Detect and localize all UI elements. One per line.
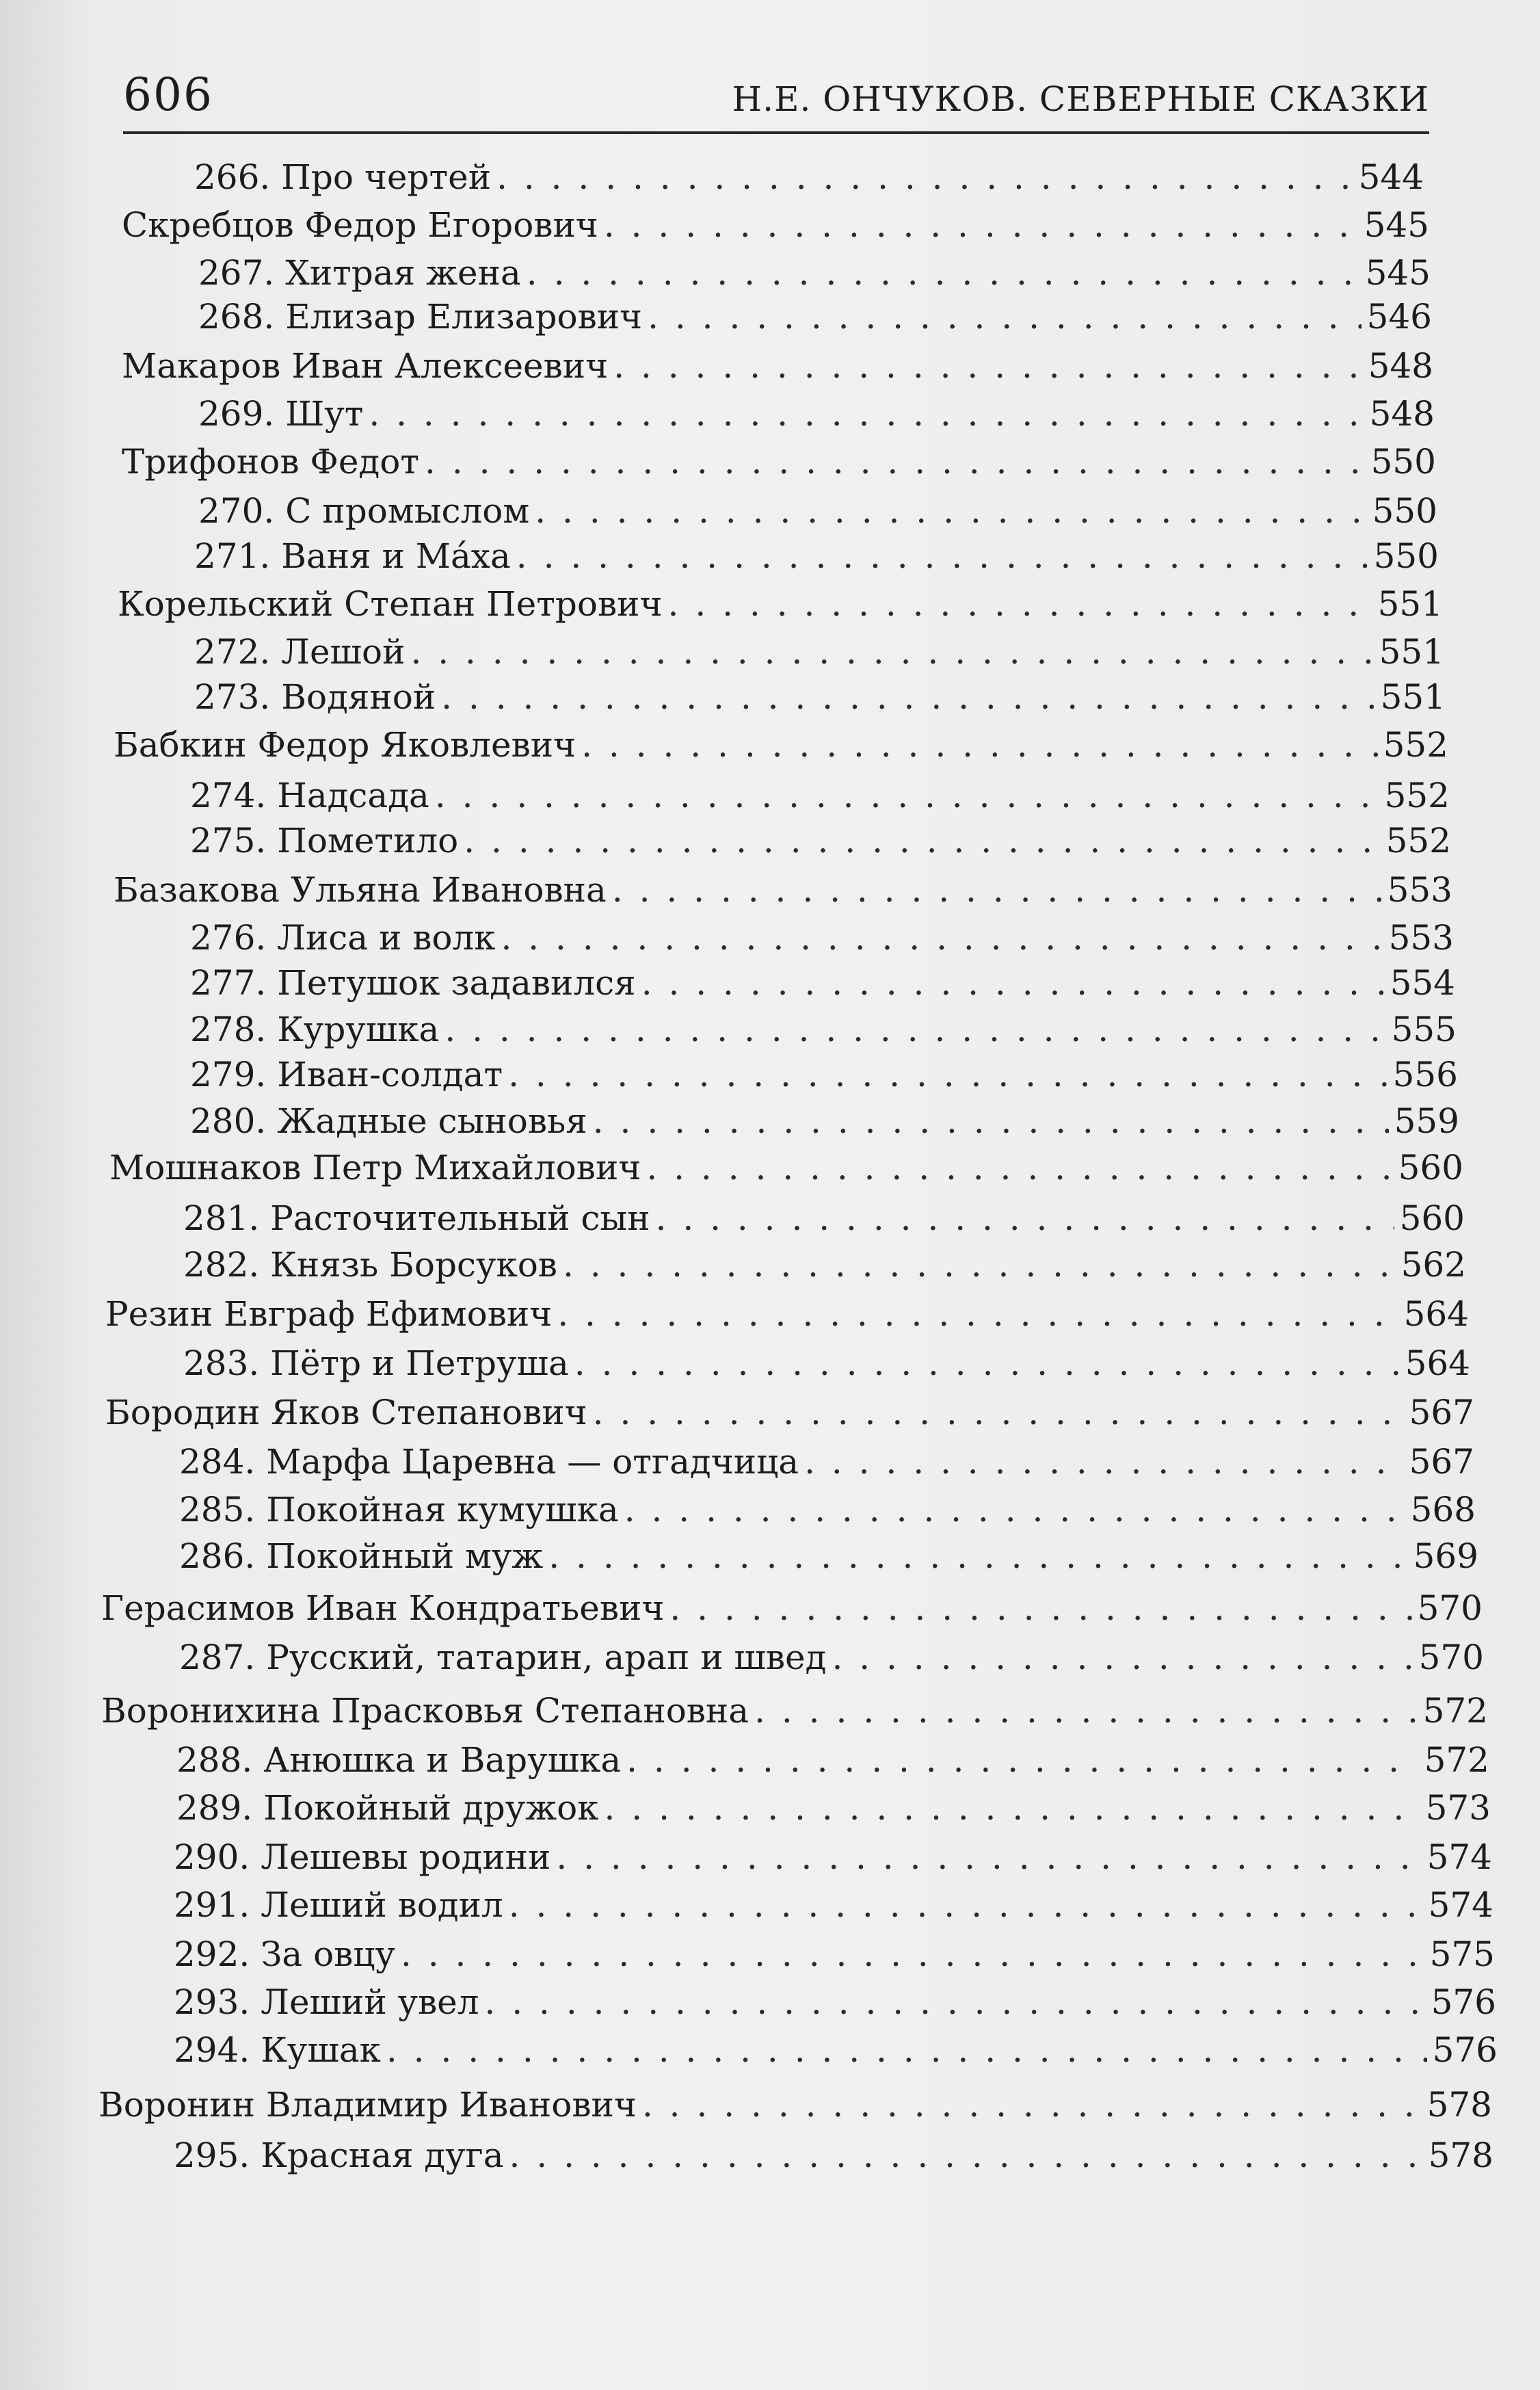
toc-entry-page-number: 552: [1383, 725, 1448, 765]
toc-entry-page-number: 560: [1399, 1198, 1465, 1238]
toc-entry-title: 281. Расточительный сын: [183, 1198, 650, 1238]
dot-leader: [556, 1836, 1421, 1878]
toc-entry-page-number: 546: [1366, 297, 1432, 337]
dot-leader: [508, 1053, 1387, 1096]
toc-entry-page-number: 568: [1410, 1490, 1476, 1529]
toc-entry-page-number: 548: [1369, 394, 1435, 434]
toc-entry: [190, 1008, 1457, 1051]
toc-entry-page-number: 550: [1372, 491, 1437, 531]
toc-entry-title: 287. Русский, татарин, арап и швед: [179, 1638, 827, 1677]
toc-entry-title: Воронихина Прасковья Степановна: [101, 1691, 749, 1731]
dot-leader: [444, 1008, 1385, 1051]
toc-entry-page-number: 575: [1429, 1934, 1495, 1974]
toc-entry: [122, 204, 1429, 246]
toc-entry: [190, 962, 1455, 1004]
toc-entry: [183, 1342, 1470, 1384]
dot-leader: [605, 1787, 1420, 1829]
running-title: Н.Е. ОНЧУКОВ. СЕВЕРНЫЕ СКАЗКИ: [732, 79, 1429, 119]
toc-entry-page-number: 574: [1426, 1837, 1492, 1877]
toc-entry-title: 289. Покойный дружок: [176, 1788, 599, 1828]
dot-leader: [425, 441, 1366, 483]
header-rule: [123, 131, 1429, 134]
toc-entry: [105, 1391, 1474, 1434]
toc-entry-page-number: 567: [1409, 1393, 1474, 1432]
toc-entry: [114, 724, 1448, 766]
toc-entry-title: Мошнаков Петр Михайлович: [109, 1148, 641, 1187]
dot-leader: [496, 156, 1353, 198]
toc-entry-title: 276. Лиса и волк: [190, 918, 496, 958]
toc-entry-title: 290. Лешевы родини: [174, 1837, 551, 1877]
toc-entry-page-number: 574: [1428, 1885, 1493, 1925]
toc-entry-title: 283. Пётр и Петруша: [183, 1343, 569, 1383]
dot-leader: [563, 1244, 1396, 1286]
toc-entry-title: Скребцов Федор Егорович: [122, 205, 598, 245]
toc-entry-title: Базакова Ульяна Ивановна: [114, 870, 607, 910]
toc-entry-page-number: 556: [1392, 1055, 1458, 1094]
dot-leader: [604, 204, 1359, 246]
toc-entry: [174, 1836, 1492, 1878]
toc-entry-page-number: 551: [1379, 632, 1444, 672]
dot-leader: [548, 1535, 1407, 1577]
dot-leader: [754, 1690, 1417, 1732]
toc-entry-title: 286. Покойный муж: [179, 1536, 544, 1576]
toc-entry: [105, 1293, 1469, 1335]
toc-entry-title: Герасимов Иван Кондратьевич: [101, 1588, 665, 1628]
toc-entry-page-number: 553: [1388, 918, 1454, 958]
toc-entry-title: 274. Надсада: [190, 776, 429, 815]
dot-leader: [613, 345, 1362, 387]
toc-entry-title: Резин Евграф Ефимович: [105, 1294, 553, 1334]
toc-entry-title: 288. Анюшка и Варушка: [176, 1740, 622, 1780]
dot-leader: [832, 1636, 1413, 1679]
toc-entry-page-number: 551: [1377, 584, 1443, 624]
toc-entry-page-number: 548: [1368, 346, 1433, 386]
toc-entry-page-number: 570: [1418, 1638, 1484, 1677]
toc-entry-page-number: 564: [1405, 1343, 1470, 1383]
toc-entry: [198, 490, 1437, 532]
toc-entry-title: 282. Князь Борсуков: [183, 1245, 557, 1285]
dot-leader: [646, 1146, 1392, 1189]
dot-leader: [668, 583, 1372, 625]
page-number: 606: [123, 68, 213, 121]
toc-entry: [190, 917, 1454, 959]
toc-entry: [179, 1488, 1476, 1531]
toc-entry-title: 273. Водяной: [194, 677, 436, 717]
toc-entry: [190, 819, 1451, 862]
dot-leader: [464, 819, 1380, 862]
toc-entry: [183, 1197, 1465, 1239]
dot-leader: [593, 1100, 1389, 1142]
dot-leader: [535, 490, 1366, 532]
toc-entry-page-number: 560: [1398, 1148, 1463, 1187]
toc-entry-page-number: 554: [1390, 963, 1455, 1003]
toc-entry-title: 291. Леший водил: [174, 1885, 503, 1925]
toc-entry-page-number: 572: [1424, 1740, 1489, 1780]
toc-entry-title: 269. Шут: [198, 394, 364, 434]
dot-leader: [369, 393, 1364, 435]
toc-entry-page-number: 544: [1358, 157, 1424, 197]
dot-leader: [574, 1342, 1400, 1384]
toc-entry-page-number: 555: [1391, 1010, 1457, 1049]
dot-leader: [410, 631, 1373, 673]
toc-entry-title: 284. Марфа Царевна — отгадчица: [179, 1442, 799, 1482]
toc-entry-title: 268. Елизар Елизарович: [198, 297, 643, 337]
toc-entry-title: 278. Курушка: [190, 1010, 440, 1049]
toc-entry: [179, 1636, 1484, 1679]
toc-entry-title: 295. Красная дуга: [174, 2136, 504, 2175]
toc-entry-page-number: 578: [1426, 2085, 1492, 2125]
toc-entry-page-number: 550: [1370, 442, 1436, 482]
toc-entry: [198, 393, 1435, 435]
dot-leader: [557, 1293, 1398, 1335]
toc-entry: [174, 2134, 1493, 2177]
toc-entry-title: 267. Хитрая жена: [198, 253, 521, 293]
dot-leader: [624, 1488, 1405, 1531]
dot-leader: [804, 1441, 1404, 1483]
toc-entry-page-number: 578: [1428, 2136, 1493, 2175]
dot-leader: [581, 724, 1377, 766]
dot-leader: [509, 2134, 1423, 2177]
dot-leader: [516, 535, 1368, 577]
toc-entry: [174, 2029, 1498, 2071]
toc-entry: [198, 296, 1432, 338]
toc-entry-title: Бабкин Федор Яковлевич: [114, 725, 576, 765]
dot-leader: [435, 774, 1379, 817]
toc-entry: [109, 1146, 1463, 1189]
dot-leader: [401, 1933, 1424, 1975]
toc-entry: [101, 1587, 1483, 1629]
toc-entry-title: 277. Петушок задавился: [190, 963, 636, 1003]
toc-entry: [176, 1739, 1489, 1781]
dot-leader: [612, 869, 1382, 911]
toc-entry-page-number: 545: [1365, 253, 1431, 293]
toc-entry: [176, 1787, 1491, 1829]
toc-entry: [101, 1690, 1488, 1732]
toc-entry-page-number: 553: [1387, 870, 1452, 910]
toc-entry-page-number: 576: [1432, 2030, 1498, 2070]
dot-leader: [669, 1587, 1411, 1629]
dot-leader: [501, 917, 1383, 959]
toc-entry: [122, 441, 1436, 483]
toc-entry-title: 280. Жадные сыновья: [190, 1101, 587, 1141]
dot-leader: [593, 1391, 1404, 1434]
toc-entry-page-number: 576: [1431, 1982, 1496, 2022]
toc-entry-title: 266. Про чертей: [194, 157, 492, 197]
dot-leader: [626, 1739, 1418, 1781]
dot-leader: [484, 1981, 1425, 2023]
toc-entry-page-number: 569: [1413, 1536, 1478, 1576]
toc-entry: [194, 676, 1446, 718]
toc-entry: [122, 345, 1433, 387]
toc-entry-page-number: 545: [1364, 205, 1429, 245]
toc-entry: [174, 1981, 1496, 2023]
toc-entry-title: 275. Пометило: [190, 821, 459, 861]
toc-entry-title: 270. С промыслом: [198, 491, 530, 531]
dot-leader: [441, 676, 1375, 718]
toc-entry-page-number: 570: [1417, 1588, 1483, 1628]
toc-entry: [179, 1535, 1478, 1577]
toc-entry-page-number: 552: [1385, 821, 1451, 861]
page-header: [123, 68, 1429, 130]
toc-entry-page-number: 550: [1373, 536, 1439, 576]
toc-entry-page-number: 551: [1380, 677, 1446, 717]
toc-entry: [198, 252, 1431, 294]
toc-entry-title: 292. За овцу: [174, 1934, 395, 1974]
toc-entry: [190, 774, 1450, 817]
toc-entry-page-number: 572: [1422, 1691, 1488, 1731]
toc-entry: [98, 2084, 1492, 2126]
toc-entry-title: 272. Лешой: [194, 632, 406, 672]
toc-entry: [194, 631, 1444, 673]
toc-entry-title: Корельский Степан Петрович: [118, 584, 663, 624]
dot-leader: [527, 252, 1360, 294]
toc-entry-title: 293. Леший увел: [174, 1982, 479, 2022]
toc-entry-title: 285. Покойная кумушка: [179, 1490, 619, 1529]
toc-entry: [118, 583, 1443, 625]
toc-entry-page-number: 562: [1400, 1245, 1466, 1285]
toc-entry-page-number: 559: [1394, 1101, 1459, 1141]
toc-entry: [194, 156, 1424, 198]
toc-entry-title: Воронин Владимир Иванович: [98, 2085, 637, 2125]
dot-leader: [642, 2084, 1422, 2126]
dot-leader: [641, 962, 1385, 1004]
toc-entry-title: 271. Ваня и Ма́ха: [194, 536, 511, 576]
toc-entry: [183, 1244, 1466, 1286]
toc-entry: [190, 1053, 1458, 1096]
toc-entry: [114, 869, 1452, 911]
toc-entry-title: 294. Кушак: [174, 2030, 381, 2070]
dot-leader: [509, 1884, 1423, 1926]
toc-entry-title: 279. Иван-солдат: [190, 1055, 503, 1094]
dot-leader: [386, 2029, 1427, 2071]
toc-entry: [190, 1100, 1459, 1142]
toc-entry: [179, 1441, 1474, 1483]
toc-entry-page-number: 573: [1425, 1788, 1491, 1828]
toc-entry-title: Трифонов Федот: [122, 442, 420, 482]
toc-entry: [194, 535, 1439, 577]
toc-entry-title: Бородин Яков Степанович: [105, 1393, 587, 1432]
toc-entry-page-number: 552: [1384, 776, 1450, 815]
toc-entry-title: Макаров Иван Алексеевич: [122, 346, 609, 386]
toc-entry: [174, 1884, 1493, 1926]
toc-entry-page-number: 564: [1403, 1294, 1469, 1334]
toc-entry: [174, 1933, 1495, 1975]
toc-entry-page-number: 567: [1409, 1442, 1474, 1482]
dot-leader: [648, 296, 1361, 338]
dot-leader: [656, 1197, 1394, 1239]
